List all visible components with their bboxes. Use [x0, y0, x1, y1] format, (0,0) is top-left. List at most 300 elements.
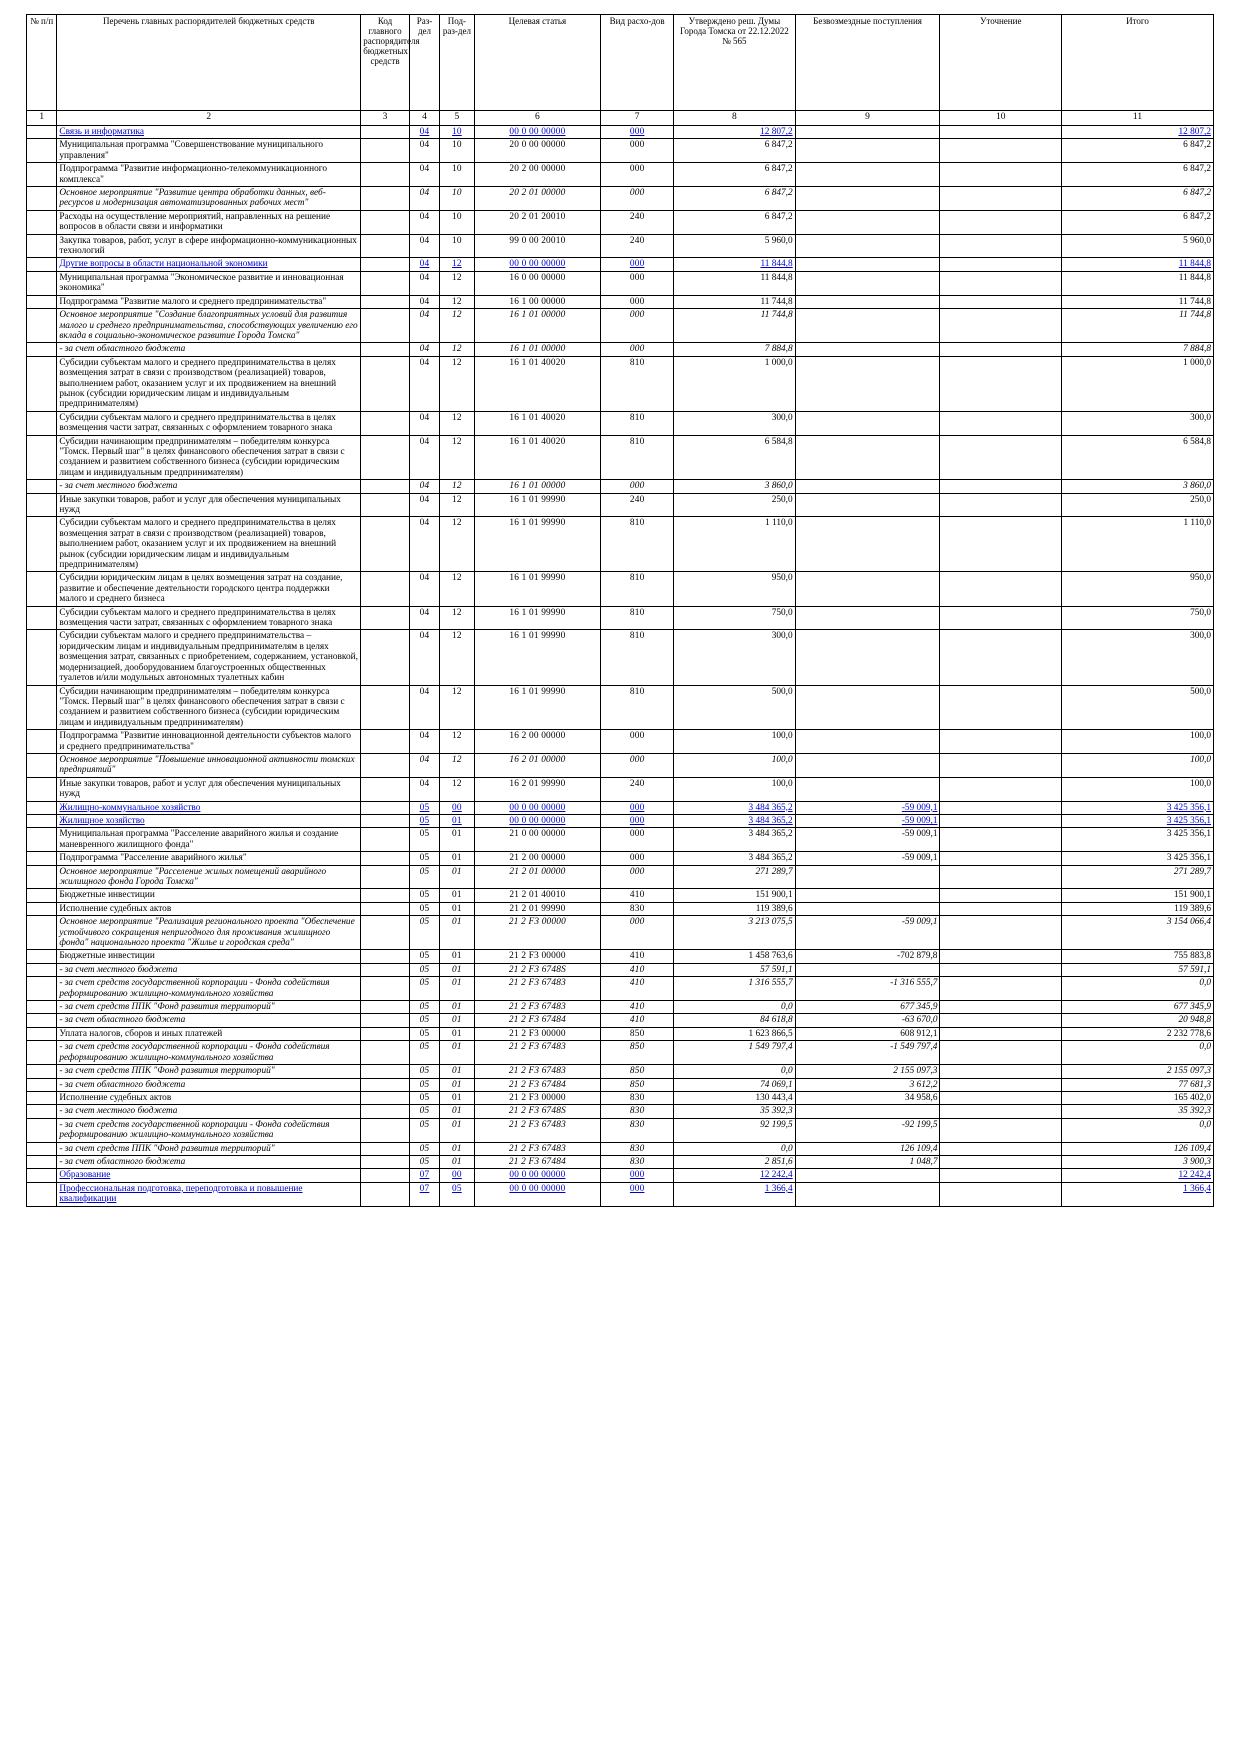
cell-target-article: 00 0 00 00000 [474, 801, 601, 814]
cell-gr-code [361, 493, 410, 517]
cell-name: - за счет средств ППК "Фонд развития территорий" [57, 1065, 361, 1078]
cell-razdel: 04 [409, 309, 439, 343]
cell-total: 11 844,8 [1062, 271, 1214, 295]
cell-gr-code [361, 309, 410, 343]
cell-approved: 250,0 [674, 493, 796, 517]
table-row [27, 343, 1214, 356]
cell-podrazdel: 01 [440, 1105, 474, 1118]
cell-approved: 3 213 075,5 [674, 916, 796, 950]
cell-gr-code [361, 1001, 410, 1014]
cell-target-article: 16 1 01 99990 [474, 572, 601, 606]
cell-gratuitous [795, 630, 940, 685]
cell-gr-code [361, 916, 410, 950]
cell-total: 2 232 778,6 [1062, 1027, 1214, 1040]
cell-total: 3 900,3 [1062, 1155, 1214, 1168]
cell-expense-type: 410 [601, 950, 674, 963]
cell-target-article: 16 1 01 40020 [474, 356, 601, 411]
cell-approved: 0,0 [674, 1142, 796, 1155]
cell-number [27, 572, 57, 606]
cell-approved: 100,0 [674, 777, 796, 801]
cell-podrazdel: 12 [440, 411, 474, 435]
cell-target-article: 16 1 01 00000 [474, 309, 601, 343]
cell-expense-type: 810 [601, 517, 674, 572]
cell-name: Подпрограмма "Развитие инновационной деятельности субъектов малого и среднего предпринимательства" [57, 730, 361, 754]
cell-approved: 1 000,0 [674, 356, 796, 411]
cell-approved: 11 744,8 [674, 309, 796, 343]
cell-adjustment [940, 977, 1062, 1001]
cell-adjustment [940, 1027, 1062, 1040]
cell-total: 100,0 [1062, 777, 1214, 801]
colnum-11: 11 [1062, 111, 1214, 126]
cell-podrazdel: 12 [440, 753, 474, 777]
cell-expense-type: 810 [601, 630, 674, 685]
cell-name: Иные закупки товаров, работ и услуг для обеспечения муниципальных нужд [57, 777, 361, 801]
header-expense-type: Вид расхо-дов [601, 15, 674, 111]
cell-podrazdel: 01 [440, 1118, 474, 1142]
cell-name: Основное мероприятие "Расселение жилых помещений аварийного жилищного фонда Города Томска" [57, 865, 361, 889]
cell-name: Уплата налогов, сборов и иных платежей [57, 1027, 361, 1040]
cell-podrazdel: 12 [440, 309, 474, 343]
cell-adjustment [940, 1041, 1062, 1065]
cell-target-article: 20 0 00 00000 [474, 139, 601, 163]
cell-adjustment [940, 902, 1062, 915]
cell-podrazdel: 01 [440, 1001, 474, 1014]
cell-number [27, 1118, 57, 1142]
cell-razdel: 05 [409, 1041, 439, 1065]
cell-razdel: 05 [409, 1027, 439, 1040]
cell-approved: 3 484 365,2 [674, 801, 796, 814]
cell-podrazdel: 12 [440, 356, 474, 411]
cell-gratuitous [795, 411, 940, 435]
cell-approved: 12 807,2 [674, 126, 796, 139]
table-row [27, 258, 1214, 271]
colnum-6: 6 [474, 111, 601, 126]
cell-target-article: 16 1 01 99990 [474, 685, 601, 730]
cell-gratuitous [795, 1105, 940, 1118]
cell-adjustment [940, 480, 1062, 493]
cell-expense-type: 810 [601, 606, 674, 630]
cell-expense-type: 240 [601, 210, 674, 234]
cell-adjustment [940, 801, 1062, 814]
cell-name: Субсидии субъектам малого и среднего предпринимательства в целях возмещения части затрат, связанных с оформлением товарного знака [57, 606, 361, 630]
cell-podrazdel: 12 [440, 630, 474, 685]
table-row [27, 356, 1214, 411]
table-row [27, 163, 1214, 187]
cell-total: 11 744,8 [1062, 295, 1214, 308]
cell-razdel: 04 [409, 685, 439, 730]
cell-name: Основное мероприятие "Реализация регионального проекта "Обеспечение устойчивого сокращения непригодного для проживания жилищного фонда" национального проекта "Жилье и городская среда" [57, 916, 361, 950]
cell-podrazdel: 01 [440, 814, 474, 827]
cell-razdel: 04 [409, 271, 439, 295]
cell-adjustment [940, 572, 1062, 606]
table-row [27, 210, 1214, 234]
cell-total: 0,0 [1062, 1041, 1214, 1065]
cell-target-article: 20 2 00 00000 [474, 163, 601, 187]
cell-number [27, 1027, 57, 1040]
cell-number [27, 1182, 57, 1206]
cell-expense-type: 000 [601, 1182, 674, 1206]
cell-approved: 11 744,8 [674, 295, 796, 308]
table-row [27, 517, 1214, 572]
cell-target-article: 21 2 F3 67483 [474, 1041, 601, 1065]
cell-podrazdel: 01 [440, 950, 474, 963]
cell-razdel: 05 [409, 814, 439, 827]
cell-name: Субсидии юридическим лицам в целях возмещения затрат на создание, развитие и обеспечение деятельности городского центра поддержки малого и среднего бизнеса [57, 572, 361, 606]
cell-target-article: 00 0 00 00000 [474, 126, 601, 139]
cell-expense-type: 830 [601, 902, 674, 915]
colnum-10: 10 [940, 111, 1062, 126]
cell-number [27, 828, 57, 852]
table-row [27, 1078, 1214, 1091]
cell-approved: 6 584,8 [674, 435, 796, 480]
cell-razdel: 05 [409, 1155, 439, 1168]
cell-podrazdel: 12 [440, 730, 474, 754]
cell-podrazdel: 12 [440, 295, 474, 308]
cell-total: 3 860,0 [1062, 480, 1214, 493]
cell-razdel: 04 [409, 210, 439, 234]
cell-target-article: 21 2 F3 67484 [474, 1014, 601, 1027]
cell-name: Бюджетные инвестиции [57, 889, 361, 902]
cell-podrazdel: 01 [440, 1065, 474, 1078]
cell-name: Жилищное хозяйство [57, 814, 361, 827]
cell-razdel: 05 [409, 852, 439, 865]
cell-number [27, 234, 57, 258]
budget-table [26, 14, 1214, 1207]
table-row [27, 309, 1214, 343]
cell-gr-code [361, 1027, 410, 1040]
cell-total: 271 289,7 [1062, 865, 1214, 889]
cell-podrazdel: 05 [440, 1182, 474, 1206]
cell-gratuitous [795, 517, 940, 572]
table-row [27, 411, 1214, 435]
cell-name: - за счет областного бюджета [57, 1078, 361, 1091]
cell-target-article: 16 2 01 00000 [474, 753, 601, 777]
cell-razdel: 04 [409, 493, 439, 517]
cell-podrazdel: 01 [440, 1142, 474, 1155]
cell-total: 300,0 [1062, 411, 1214, 435]
cell-gratuitous [795, 163, 940, 187]
cell-number [27, 1065, 57, 1078]
cell-number [27, 1142, 57, 1155]
cell-total: 3 425 356,1 [1062, 852, 1214, 865]
cell-number [27, 730, 57, 754]
cell-expense-type: 000 [601, 852, 674, 865]
cell-name: Образование [57, 1169, 361, 1182]
cell-razdel: 04 [409, 630, 439, 685]
cell-approved: 11 844,8 [674, 271, 796, 295]
cell-total: 12 807,2 [1062, 126, 1214, 139]
cell-gratuitous [795, 480, 940, 493]
cell-approved: 74 069,1 [674, 1078, 796, 1091]
table-row [27, 572, 1214, 606]
cell-podrazdel: 10 [440, 187, 474, 211]
cell-podrazdel: 01 [440, 1027, 474, 1040]
cell-gratuitous: -63 670,0 [795, 1014, 940, 1027]
cell-adjustment [940, 1142, 1062, 1155]
cell-podrazdel: 01 [440, 1155, 474, 1168]
cell-adjustment [940, 1014, 1062, 1027]
cell-gr-code [361, 753, 410, 777]
cell-approved: 300,0 [674, 411, 796, 435]
cell-expense-type: 000 [601, 295, 674, 308]
cell-gr-code [361, 356, 410, 411]
cell-podrazdel: 01 [440, 852, 474, 865]
cell-gr-code [361, 187, 410, 211]
cell-approved: 12 242,4 [674, 1169, 796, 1182]
cell-number [27, 950, 57, 963]
cell-approved: 1 623 866,5 [674, 1027, 796, 1040]
cell-approved: 151 900,1 [674, 889, 796, 902]
cell-number [27, 1169, 57, 1182]
cell-razdel: 05 [409, 977, 439, 1001]
cell-razdel: 05 [409, 963, 439, 976]
cell-target-article: 21 2 F3 67484 [474, 1155, 601, 1168]
cell-razdel: 04 [409, 517, 439, 572]
cell-approved: 119 389,6 [674, 902, 796, 915]
table-row [27, 630, 1214, 685]
cell-name: - за счет средств государственной корпорации - Фонда содействия реформированию жилищно-коммунального хозяйства [57, 977, 361, 1001]
cell-name: - за счет средств ППК "Фонд развития территорий" [57, 1142, 361, 1155]
header-target-article: Целевая статья [474, 15, 601, 111]
cell-expense-type: 000 [601, 163, 674, 187]
table-row [27, 685, 1214, 730]
cell-gr-code [361, 730, 410, 754]
cell-approved: 6 847,2 [674, 187, 796, 211]
cell-target-article: 16 1 01 40020 [474, 435, 601, 480]
cell-podrazdel: 01 [440, 1091, 474, 1104]
cell-expense-type: 000 [601, 801, 674, 814]
cell-razdel: 04 [409, 356, 439, 411]
cell-adjustment [940, 889, 1062, 902]
cell-approved: 3 860,0 [674, 480, 796, 493]
cell-gr-code [361, 777, 410, 801]
cell-podrazdel: 12 [440, 343, 474, 356]
cell-adjustment [940, 493, 1062, 517]
cell-gr-code [361, 126, 410, 139]
cell-razdel: 05 [409, 1014, 439, 1027]
cell-target-article: 21 2 F3 6748S [474, 963, 601, 976]
cell-number [27, 1091, 57, 1104]
cell-gratuitous [795, 343, 940, 356]
cell-number [27, 685, 57, 730]
cell-podrazdel: 01 [440, 963, 474, 976]
cell-adjustment [940, 1078, 1062, 1091]
cell-total: 2 155 097,3 [1062, 1065, 1214, 1078]
colnum-5: 5 [440, 111, 474, 126]
cell-approved: 300,0 [674, 630, 796, 685]
cell-target-article: 16 1 01 00000 [474, 480, 601, 493]
cell-target-article: 21 2 01 99990 [474, 902, 601, 915]
cell-adjustment [940, 916, 1062, 950]
cell-gratuitous: 677 345,9 [795, 1001, 940, 1014]
cell-razdel: 05 [409, 916, 439, 950]
cell-expense-type: 850 [601, 1065, 674, 1078]
cell-razdel: 04 [409, 435, 439, 480]
cell-adjustment [940, 356, 1062, 411]
cell-gratuitous: 1 048,7 [795, 1155, 940, 1168]
cell-target-article: 20 2 01 00000 [474, 187, 601, 211]
cell-expense-type: 830 [601, 1118, 674, 1142]
cell-gratuitous: -59 009,1 [795, 801, 940, 814]
cell-adjustment [940, 163, 1062, 187]
table-row [27, 1001, 1214, 1014]
cell-razdel: 07 [409, 1169, 439, 1182]
cell-name: Муниципальная программа "Совершенствование муниципального управления" [57, 139, 361, 163]
table-row [27, 814, 1214, 827]
cell-target-article: 21 2 F3 00000 [474, 1091, 601, 1104]
cell-name: Подпрограмма "Развитие информационно-телекоммуникационного комплекса" [57, 163, 361, 187]
cell-gr-code [361, 852, 410, 865]
cell-total: 677 345,9 [1062, 1001, 1214, 1014]
cell-razdel: 05 [409, 950, 439, 963]
cell-gr-code [361, 1078, 410, 1091]
cell-total: 0,0 [1062, 977, 1214, 1001]
cell-approved: 3 484 365,2 [674, 814, 796, 827]
cell-number [27, 493, 57, 517]
cell-podrazdel: 12 [440, 685, 474, 730]
cell-target-article: 21 2 F3 67483 [474, 1118, 601, 1142]
cell-adjustment [940, 309, 1062, 343]
cell-podrazdel: 01 [440, 889, 474, 902]
cell-name: - за счет средств государственной корпорации - Фонда содействия реформированию жилищно-коммунального хозяйства [57, 1041, 361, 1065]
cell-gr-code [361, 1091, 410, 1104]
cell-podrazdel: 10 [440, 126, 474, 139]
cell-number [27, 126, 57, 139]
header-approved: Утверждено реш. Думы Города Томска от 22.12.2022 № 565 [674, 15, 796, 111]
cell-adjustment [940, 1091, 1062, 1104]
cell-target-article: 16 1 01 40020 [474, 411, 601, 435]
cell-target-article: 21 2 01 00000 [474, 865, 601, 889]
cell-total: 57 591,1 [1062, 963, 1214, 976]
cell-gratuitous [795, 1169, 940, 1182]
cell-gratuitous [795, 210, 940, 234]
cell-number [27, 753, 57, 777]
table-body [27, 126, 1214, 1207]
cell-total: 3 425 356,1 [1062, 828, 1214, 852]
cell-adjustment [940, 258, 1062, 271]
table-row [27, 1155, 1214, 1168]
cell-adjustment [940, 685, 1062, 730]
cell-name: - за счет местного бюджета [57, 480, 361, 493]
cell-name: Субсидии начинающим предпринимателям – победителям конкурса "Томск. Первый шаг" в целях финансового обеспечения затрат в связи с созданием и развитием собственного бизнеса (субсидии юридическим лицам и индивидуальным предпринимателям) [57, 435, 361, 480]
cell-razdel: 07 [409, 1182, 439, 1206]
cell-target-article: 21 2 F3 67483 [474, 1001, 601, 1014]
cell-name: - за счет средств ППК "Фонд развития территорий" [57, 1001, 361, 1014]
cell-number [27, 258, 57, 271]
cell-target-article: 20 2 01 20010 [474, 210, 601, 234]
cell-podrazdel: 01 [440, 1041, 474, 1065]
table-row [27, 1142, 1214, 1155]
cell-razdel: 04 [409, 126, 439, 139]
cell-adjustment [940, 343, 1062, 356]
cell-razdel: 05 [409, 828, 439, 852]
cell-razdel: 05 [409, 1001, 439, 1014]
cell-name: Основное мероприятие "Повышение инновационной активности томских предприятий" [57, 753, 361, 777]
table-row [27, 1041, 1214, 1065]
cell-gr-code [361, 814, 410, 827]
cell-gr-code [361, 139, 410, 163]
cell-number [27, 1041, 57, 1065]
cell-total: 11 744,8 [1062, 309, 1214, 343]
table-row [27, 977, 1214, 1001]
cell-gr-code [361, 517, 410, 572]
cell-target-article: 21 2 F3 67484 [474, 1078, 601, 1091]
cell-gr-code [361, 295, 410, 308]
cell-expense-type: 410 [601, 963, 674, 976]
cell-number [27, 480, 57, 493]
cell-expense-type: 000 [601, 258, 674, 271]
cell-gr-code [361, 865, 410, 889]
cell-podrazdel: 12 [440, 606, 474, 630]
table-header [27, 15, 1214, 126]
cell-gr-code [361, 889, 410, 902]
cell-razdel: 04 [409, 258, 439, 271]
table-row [27, 606, 1214, 630]
cell-number [27, 309, 57, 343]
cell-total: 119 389,6 [1062, 902, 1214, 915]
cell-adjustment [940, 852, 1062, 865]
cell-gr-code [361, 1105, 410, 1118]
cell-gr-code [361, 606, 410, 630]
cell-name: - за счет областного бюджета [57, 1014, 361, 1027]
cell-total: 0,0 [1062, 1118, 1214, 1142]
cell-name: - за счет областного бюджета [57, 1155, 361, 1168]
cell-gr-code [361, 902, 410, 915]
cell-expense-type: 000 [601, 828, 674, 852]
cell-gr-code [361, 343, 410, 356]
cell-adjustment [940, 606, 1062, 630]
cell-podrazdel: 01 [440, 1014, 474, 1027]
cell-gratuitous [795, 1182, 940, 1206]
cell-name: - за счет средств государственной корпорации - Фонда содействия реформированию жилищно-коммунального хозяйства [57, 1118, 361, 1142]
column-number-row [27, 111, 1214, 126]
cell-number [27, 1078, 57, 1091]
cell-total: 6 847,2 [1062, 163, 1214, 187]
cell-gratuitous [795, 685, 940, 730]
cell-gratuitous: 34 958,6 [795, 1091, 940, 1104]
cell-adjustment [940, 411, 1062, 435]
cell-adjustment [940, 187, 1062, 211]
cell-razdel: 04 [409, 411, 439, 435]
cell-approved: 1 316 555,7 [674, 977, 796, 1001]
cell-number [27, 356, 57, 411]
cell-gratuitous [795, 435, 940, 480]
cell-gratuitous: -59 009,1 [795, 852, 940, 865]
cell-target-article: 99 0 00 20010 [474, 234, 601, 258]
cell-adjustment [940, 1169, 1062, 1182]
cell-adjustment [940, 753, 1062, 777]
cell-number [27, 606, 57, 630]
cell-name: Жилищно-коммунальное хозяйство [57, 801, 361, 814]
cell-razdel: 04 [409, 572, 439, 606]
cell-name: Муниципальная программа "Расселение аварийного жилья и создание маневренного жилищного фонда" [57, 828, 361, 852]
cell-target-article: 16 1 01 99990 [474, 517, 601, 572]
cell-gratuitous: 2 155 097,3 [795, 1065, 940, 1078]
cell-gratuitous: 3 612,2 [795, 1078, 940, 1091]
table-row [27, 1105, 1214, 1118]
cell-target-article: 16 1 00 00000 [474, 295, 601, 308]
cell-gratuitous [795, 356, 940, 411]
cell-name: Бюджетные инвестиции [57, 950, 361, 963]
table-row [27, 1182, 1214, 1206]
cell-expense-type: 000 [601, 187, 674, 211]
cell-razdel: 04 [409, 139, 439, 163]
table-row [27, 139, 1214, 163]
cell-number [27, 517, 57, 572]
cell-podrazdel: 10 [440, 234, 474, 258]
cell-approved: 11 844,8 [674, 258, 796, 271]
cell-gr-code [361, 411, 410, 435]
